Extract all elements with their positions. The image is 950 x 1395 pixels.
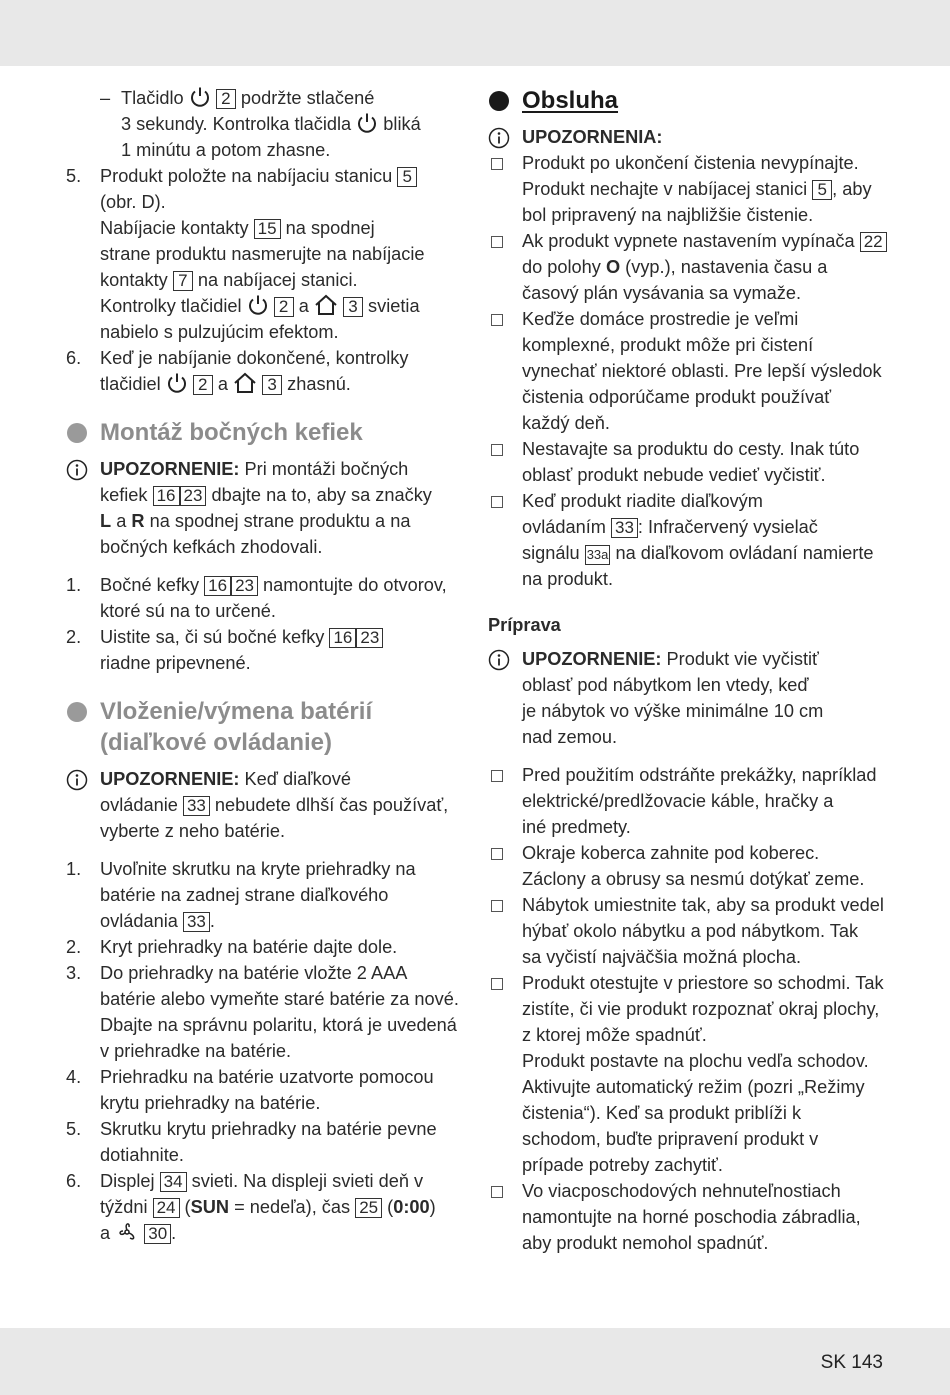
warning-label: UPOZORNENIE: — [522, 649, 662, 669]
text: . — [209, 911, 215, 931]
text: a — [100, 1223, 111, 1243]
info-icon — [66, 459, 88, 481]
text: a — [116, 511, 127, 531]
warning-note — [488, 646, 888, 750]
page-number: SK 143 — [820, 1352, 883, 1373]
text: tlačidiel — [100, 374, 161, 394]
text: nebudete dlhší čas používať, — [214, 795, 449, 815]
ref-box: 5 — [812, 180, 832, 200]
text: : Infračervený vysielač — [637, 517, 818, 537]
text: zistíte, či vie produkt rozpoznať okraj plochy, — [522, 999, 880, 1019]
text: Produkt po ukončení čistenia nevypínajte. — [522, 153, 859, 173]
warning-note — [66, 766, 466, 844]
ref-box: 16 — [329, 628, 356, 648]
list-number: 2. — [66, 627, 82, 647]
text: Uvoľnite skrutku na kryte priehradky na — [100, 859, 416, 879]
text: na spodnej — [285, 218, 375, 238]
heading-text: Obsluha — [522, 87, 619, 114]
text: Pred použitím odstráňte prekážky, napríklad — [522, 765, 877, 785]
text: ktoré sú na to určené. — [100, 601, 276, 621]
text: časový plán vysávania sa vymaže. — [522, 283, 802, 303]
right-column — [488, 85, 888, 1256]
text: 0:00 — [393, 1197, 430, 1217]
text: SUN — [190, 1197, 230, 1217]
ref-box: 30 — [144, 1224, 171, 1244]
heading-text: Vloženie/výmena batérií — [100, 698, 373, 725]
top-band — [0, 0, 950, 66]
list-item-6 — [66, 345, 466, 397]
text: ovládaním — [522, 517, 606, 537]
text: Vo viacposchodových nehnuteľnostiach — [522, 1181, 841, 1201]
checklist-item — [488, 306, 888, 436]
text: na produkt. — [522, 569, 613, 589]
list-number: 4. — [66, 1067, 82, 1087]
ref-box: 34 — [160, 1172, 187, 1192]
text: a — [298, 296, 309, 316]
checklist-item — [488, 150, 888, 228]
checkbox-bullet-icon — [491, 770, 503, 782]
text: . — [171, 1223, 177, 1243]
text: Produkt otestujte v priestore so schodmi. Tak — [522, 973, 884, 993]
text: prípade potreby zachytiť. — [522, 1155, 723, 1175]
text: Tlačidlo — [121, 88, 184, 108]
warning-label: UPOZORNENIA: — [522, 127, 663, 147]
checklist-item — [488, 228, 888, 306]
power-icon — [189, 86, 211, 108]
text: Pri montáži bočných — [244, 459, 409, 479]
ref-box: 24 — [153, 1198, 180, 1218]
text: na spodnej strane produktu a na — [149, 511, 411, 531]
text: strane produktu nasmerujte na nabíjacie — [100, 244, 425, 264]
heading-text: (diaľkové ovládanie) — [100, 729, 332, 756]
text: Záclony a obrusy sa nesmú dotýkať zeme. — [522, 869, 865, 889]
text: = nedeľa), čas — [234, 1197, 351, 1217]
dash-bullet: – — [100, 88, 111, 108]
text: na nabíjacej stanici. — [197, 270, 358, 290]
list-item-5 — [66, 1116, 466, 1168]
power-icon — [166, 372, 188, 394]
checkbox-bullet-icon — [491, 314, 503, 326]
warning-label: UPOZORNENIE: — [100, 769, 240, 789]
text: z ktorej môže spadnúť. — [522, 1025, 707, 1045]
text: (vyp.), nastavenia času a — [625, 257, 828, 277]
list-number: 3. — [66, 963, 82, 983]
home-icon — [233, 372, 257, 394]
text: do polohy — [522, 257, 601, 277]
bullet-dot-icon — [67, 702, 87, 722]
text: Produkt položte na nabíjaciu stanicu — [100, 166, 393, 186]
checklist-item — [488, 840, 888, 892]
text: iné predmety. — [522, 817, 631, 837]
text: ovládanie — [100, 795, 178, 815]
text: kefiek — [100, 485, 148, 505]
text: Aktivujte automatický režim (pozri „Režimy — [522, 1077, 865, 1097]
text: svietia — [368, 296, 420, 316]
fan-icon — [115, 1221, 139, 1243]
text: Keď diaľkové — [244, 769, 351, 789]
text: ovládania — [100, 911, 178, 931]
text: týždni — [100, 1197, 148, 1217]
ref-box: 33 — [611, 518, 638, 538]
sub-item-power — [66, 85, 466, 163]
text: vyberte z neho batérie. — [100, 821, 286, 841]
ref-box: 5 — [397, 167, 417, 187]
text: sa vyčistí najväčšia možná plocha. — [522, 947, 802, 967]
checkbox-bullet-icon — [491, 444, 503, 456]
text: Nestavajte sa produktu do cesty. Inak túto — [522, 439, 860, 459]
checklist-item — [488, 436, 888, 488]
text: oblasť pod nábytkom len vtedy, keď — [522, 675, 809, 695]
checkbox-bullet-icon — [491, 848, 503, 860]
checklist-item — [488, 488, 888, 592]
text: Ak produkt vypnete nastavením vypínača — [522, 231, 855, 251]
text: (obr. D). — [100, 192, 166, 212]
text: Priehradku na batérie uzatvorte pomocou — [100, 1067, 434, 1087]
text: Keď je nabíjanie dokončené, kontrolky — [100, 348, 409, 368]
info-icon — [66, 769, 88, 791]
list-number: 6. — [66, 1171, 82, 1191]
text: bliká — [383, 114, 421, 134]
text: namontujte do otvorov, — [263, 575, 447, 595]
text: signálu — [522, 543, 580, 563]
text: a — [217, 374, 228, 394]
ref-box: 15 — [254, 219, 281, 239]
text: zhasnú. — [287, 374, 351, 394]
ref-box: 16 — [153, 486, 180, 506]
text: je nábytok vo výške minimálne 10 cm — [522, 701, 824, 721]
text: Nabíjacie kontakty — [100, 218, 249, 238]
text: namontujte na horné poschodia zábradlia, — [522, 1207, 861, 1227]
text: dotiahnite. — [100, 1145, 184, 1165]
text: Bočné kefky — [100, 575, 200, 595]
ref-box: 23 — [356, 628, 383, 648]
subheading-preparation: Príprava — [488, 615, 561, 635]
ref-box: 22 — [860, 232, 887, 252]
ref-box: 7 — [173, 271, 193, 291]
warning-note — [66, 456, 466, 560]
list-item-6: 6. Displej 34 svieti. Na displeji svieti deň v týždni 24 (SUN = nedeľa), čas 25 (0:00) a 30 . — [66, 1168, 466, 1246]
text: podržte stlačené — [240, 88, 375, 108]
checkbox-bullet-icon — [491, 978, 503, 990]
text: na diaľkovom ovládaní namierte — [615, 543, 874, 563]
checklist-item — [488, 892, 888, 970]
info-icon — [488, 649, 510, 671]
ref-box: 33 — [183, 796, 210, 816]
text: riadne pripevnené. — [100, 653, 251, 673]
ref-box: 23 — [231, 576, 258, 596]
list-item-3 — [66, 960, 466, 1064]
text: čistenia odporúčame produkt používať — [522, 387, 832, 407]
list-item-5 — [66, 163, 466, 345]
ref-box: 3 — [262, 375, 282, 395]
checklist-item — [488, 1178, 888, 1256]
text: nabielo s pulzujúcim efektom. — [100, 322, 339, 342]
list-number: 1. — [66, 575, 82, 595]
text: bočných kefkách zhodovali. — [100, 537, 323, 557]
text: dbajte na to, aby sa značky — [211, 485, 432, 505]
text: Produkt nechajte v nabíjacej stanici — [522, 179, 808, 199]
text: v priehradke na batérie. — [100, 1041, 292, 1061]
text: Keďže domáce prostredie je veľmi — [522, 309, 799, 329]
checkbox-bullet-icon — [491, 900, 503, 912]
ref-box: 3 — [343, 297, 363, 317]
text: kontakty — [100, 270, 168, 290]
text: čistenia“). Keď sa produkt priblíži k — [522, 1103, 802, 1123]
text: krytu priehradky na batérie. — [100, 1093, 321, 1113]
text: oblasť produkt nebude vedieť vyčistiť. — [522, 465, 826, 485]
checkbox-bullet-icon — [491, 1186, 503, 1198]
section-heading-side-brushes — [66, 417, 466, 448]
warning-label: UPOZORNENIE: — [100, 459, 240, 479]
checklist-item — [488, 970, 888, 1178]
list-item-2 — [66, 624, 466, 676]
text: Kryt priehradky na batérie dajte dole. — [100, 937, 398, 957]
text: Displej — [100, 1171, 155, 1191]
checkbox-bullet-icon — [491, 496, 503, 508]
text: Okraje koberca zahnite pod koberec. — [522, 843, 820, 863]
text: svieti. Na displeji svieti deň v — [191, 1171, 424, 1191]
checkbox-bullet-icon — [491, 236, 503, 248]
text: Kontrolky tlačidiel — [100, 296, 242, 316]
ref-box: 2 — [216, 89, 236, 109]
home-icon — [314, 294, 338, 316]
text: Do priehradky na batérie vložte 2 AAA — [100, 963, 408, 983]
text: nad zemou. — [522, 727, 618, 747]
checkbox-bullet-icon — [491, 158, 503, 170]
footer-band — [0, 1328, 950, 1395]
list-number: 5. — [66, 1119, 82, 1139]
section-heading-operation — [488, 85, 888, 116]
ref-box: 2 — [193, 375, 213, 395]
ref-box: 25 — [355, 1198, 382, 1218]
left-column — [66, 85, 466, 1246]
info-icon — [488, 127, 510, 149]
bullet-dot-icon — [489, 91, 509, 111]
bullet-dot-icon — [67, 423, 87, 443]
list-item-1 — [66, 856, 466, 934]
text: Uistite sa, či sú bočné kefky — [100, 627, 325, 647]
list-number: 1. — [66, 859, 82, 879]
text: Skrutku krytu priehradky na batérie pevne — [100, 1119, 437, 1139]
text: 1 minútu a potom zhasne. — [121, 140, 331, 160]
text: Produkt vie vyčistiť — [666, 649, 819, 669]
text: schodom, buďte pripravení produkt v — [522, 1129, 819, 1149]
text: bol pripravený na najbližšie čistenie. — [522, 205, 814, 225]
text: Keď produkt riadite diaľkovým — [522, 491, 763, 511]
list-number: 2. — [66, 937, 82, 957]
list-number: 5. — [66, 166, 82, 186]
ref-box: 23 — [180, 486, 207, 506]
power-icon — [356, 112, 378, 134]
list-item-1 — [66, 572, 466, 624]
text: batérie na zadnej strane diaľkového — [100, 885, 389, 905]
ref-box: 33 — [183, 912, 210, 932]
section-heading-batteries — [66, 696, 466, 758]
text: komplexné, produkt môže pri čistení — [522, 335, 814, 355]
text: každý deň. — [522, 413, 610, 433]
text: , aby — [832, 179, 872, 199]
list-number: 6. — [66, 348, 82, 368]
ref-box: 16 — [204, 576, 231, 596]
checklist-item — [488, 762, 888, 840]
ref-box: 2 — [274, 297, 294, 317]
text: L — [100, 511, 112, 531]
warning-note — [488, 124, 888, 150]
text: aby produkt nemohol spadnúť. — [522, 1233, 769, 1253]
text: R — [131, 511, 145, 531]
list-item-4 — [66, 1064, 466, 1116]
off-symbol: O — [605, 257, 621, 277]
list-item-2 — [66, 934, 466, 960]
text: 3 sekundy. Kontrolka tlačidla — [121, 114, 352, 134]
text: vynechať niektoré oblasti. Pre lepší výsledok — [522, 361, 882, 381]
text: Nábytok umiestnite tak, aby sa produkt vedel — [522, 895, 884, 915]
text: Dbajte na správnu polaritu, ktorá je uvedená — [100, 1015, 457, 1035]
text: batérie alebo vymeňte staré batérie za nové. — [100, 989, 459, 1009]
heading-text: Montáž bočných kefiek — [100, 419, 363, 446]
text: elektrické/predlžovacie káble, hračky a — [522, 791, 834, 811]
text: hýbať okolo nábytku a pod nábytkom. Tak — [522, 921, 859, 941]
text: Produkt postavte na plochu vedľa schodov. — [522, 1051, 869, 1071]
ref-box: 33a — [585, 545, 611, 565]
power-icon — [247, 294, 269, 316]
